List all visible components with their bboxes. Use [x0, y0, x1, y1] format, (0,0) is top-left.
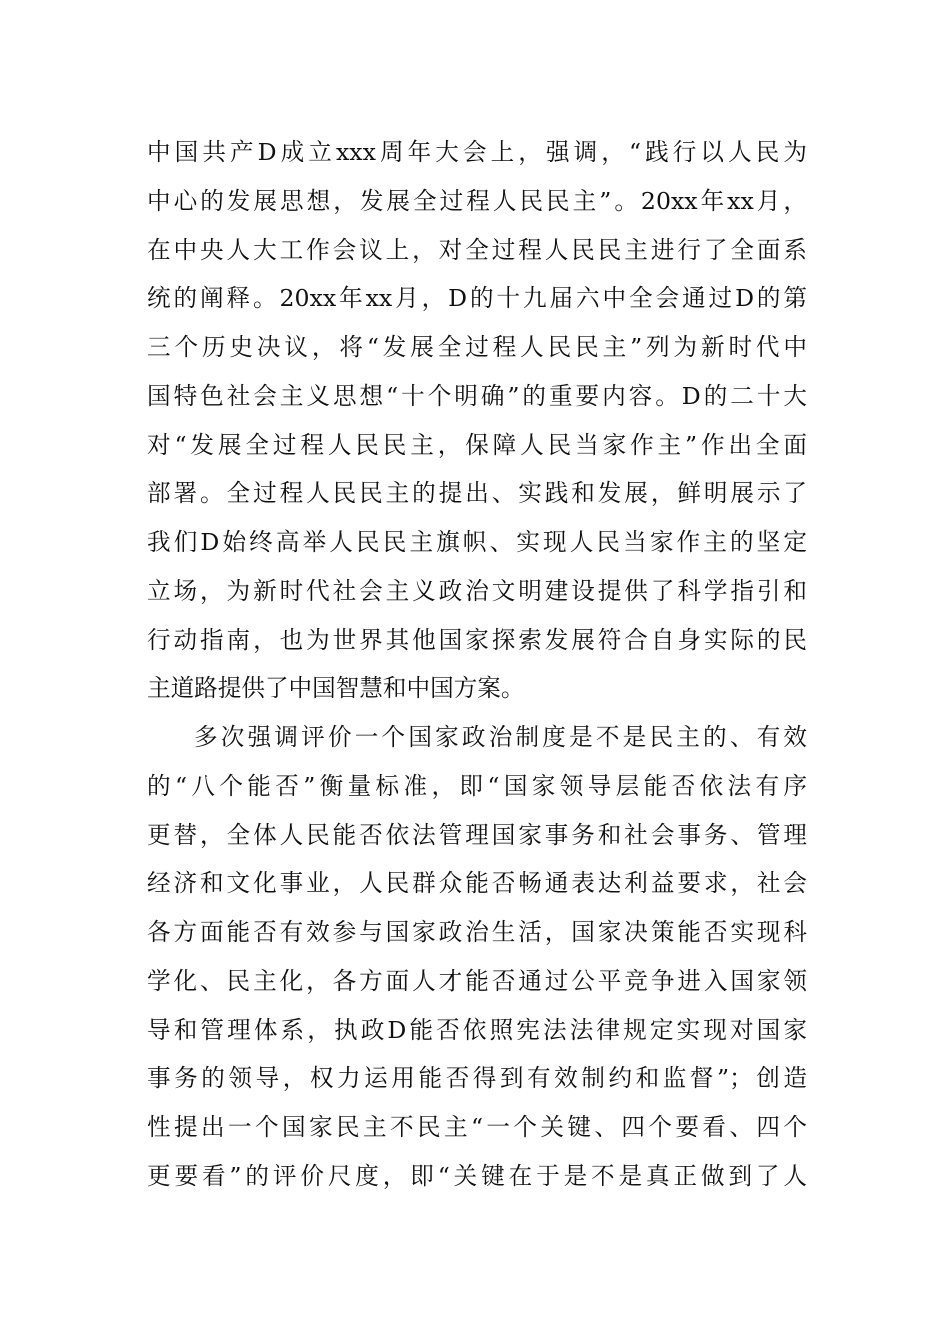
text-line: 行动指南，也为世界其他国家探索发展符合自身实际的民 — [147, 625, 807, 654]
text-line: 更要看”的评价尺度，即“关键在于是不是真正做到了人 — [147, 1161, 807, 1190]
text-line: 国特色社会主义思想“十个明确”的重要内容。D的二十大 — [147, 381, 807, 410]
paragraph-1 — [147, 128, 807, 713]
paragraph-2 — [147, 713, 807, 1201]
text-line: 更替，全体人民能否依法管理国家事务和社会事务、管理 — [147, 820, 807, 849]
text-line: 三个历史决议，将“发展全过程人民民主”列为新时代中 — [147, 333, 807, 361]
text-line: 经济和文化事业，人民群众能否畅通表达利益要求，社会 — [147, 869, 807, 898]
text-line: 统的阐释。20xx年xx月，D的十九届六中全会通过D的第 — [147, 284, 807, 313]
text-line: 我们D始终高举人民民主旗帜、实现人民当家作主的坚定 — [147, 528, 807, 556]
text-line: 事务的领导，权力运用能否得到有效制约和监督”；创造 — [147, 1064, 807, 1093]
text-line: 各方面能否有效参与国家政治生活，国家决策能否实现科 — [147, 918, 807, 946]
text-line: 立场，为新时代社会主义政治文明建设提供了科学指引和 — [147, 576, 807, 605]
text-line: 在中央人大工作会议上，对全过程人民民主进行了全面系 — [147, 235, 807, 264]
text-line: 部署。全过程人民民主的提出、实践和发展，鲜明展示了 — [147, 479, 807, 508]
text-line: 对“发展全过程人民民主，保障人民当家作主”作出全面 — [147, 430, 807, 459]
body-text — [147, 128, 807, 1201]
text-line: 中心的发展思想，发展全过程人民民主”。20xx年xx月， — [147, 186, 807, 215]
text-line: 性提出一个国家民主不民主“一个关键、四个要看、四个 — [147, 1113, 807, 1141]
text-line: 导和管理体系，执政D能否依照宪法法律规定实现对国家 — [147, 1015, 807, 1044]
text-line: 多次强调评价一个国家政治制度是不是民主的、有效 — [194, 723, 807, 751]
text-line: 中国共产D成立xxx周年大会上，强调，“践行以人民为 — [147, 138, 807, 166]
text-line: 学化、民主化，各方面人才能否通过公平竞争进入国家领 — [147, 966, 807, 995]
text-line: 主道路提供了中国智慧和中国方案。 — [147, 674, 525, 703]
text-line: 的“八个能否”衡量标准，即“国家领导层能否依法有序 — [147, 771, 807, 800]
